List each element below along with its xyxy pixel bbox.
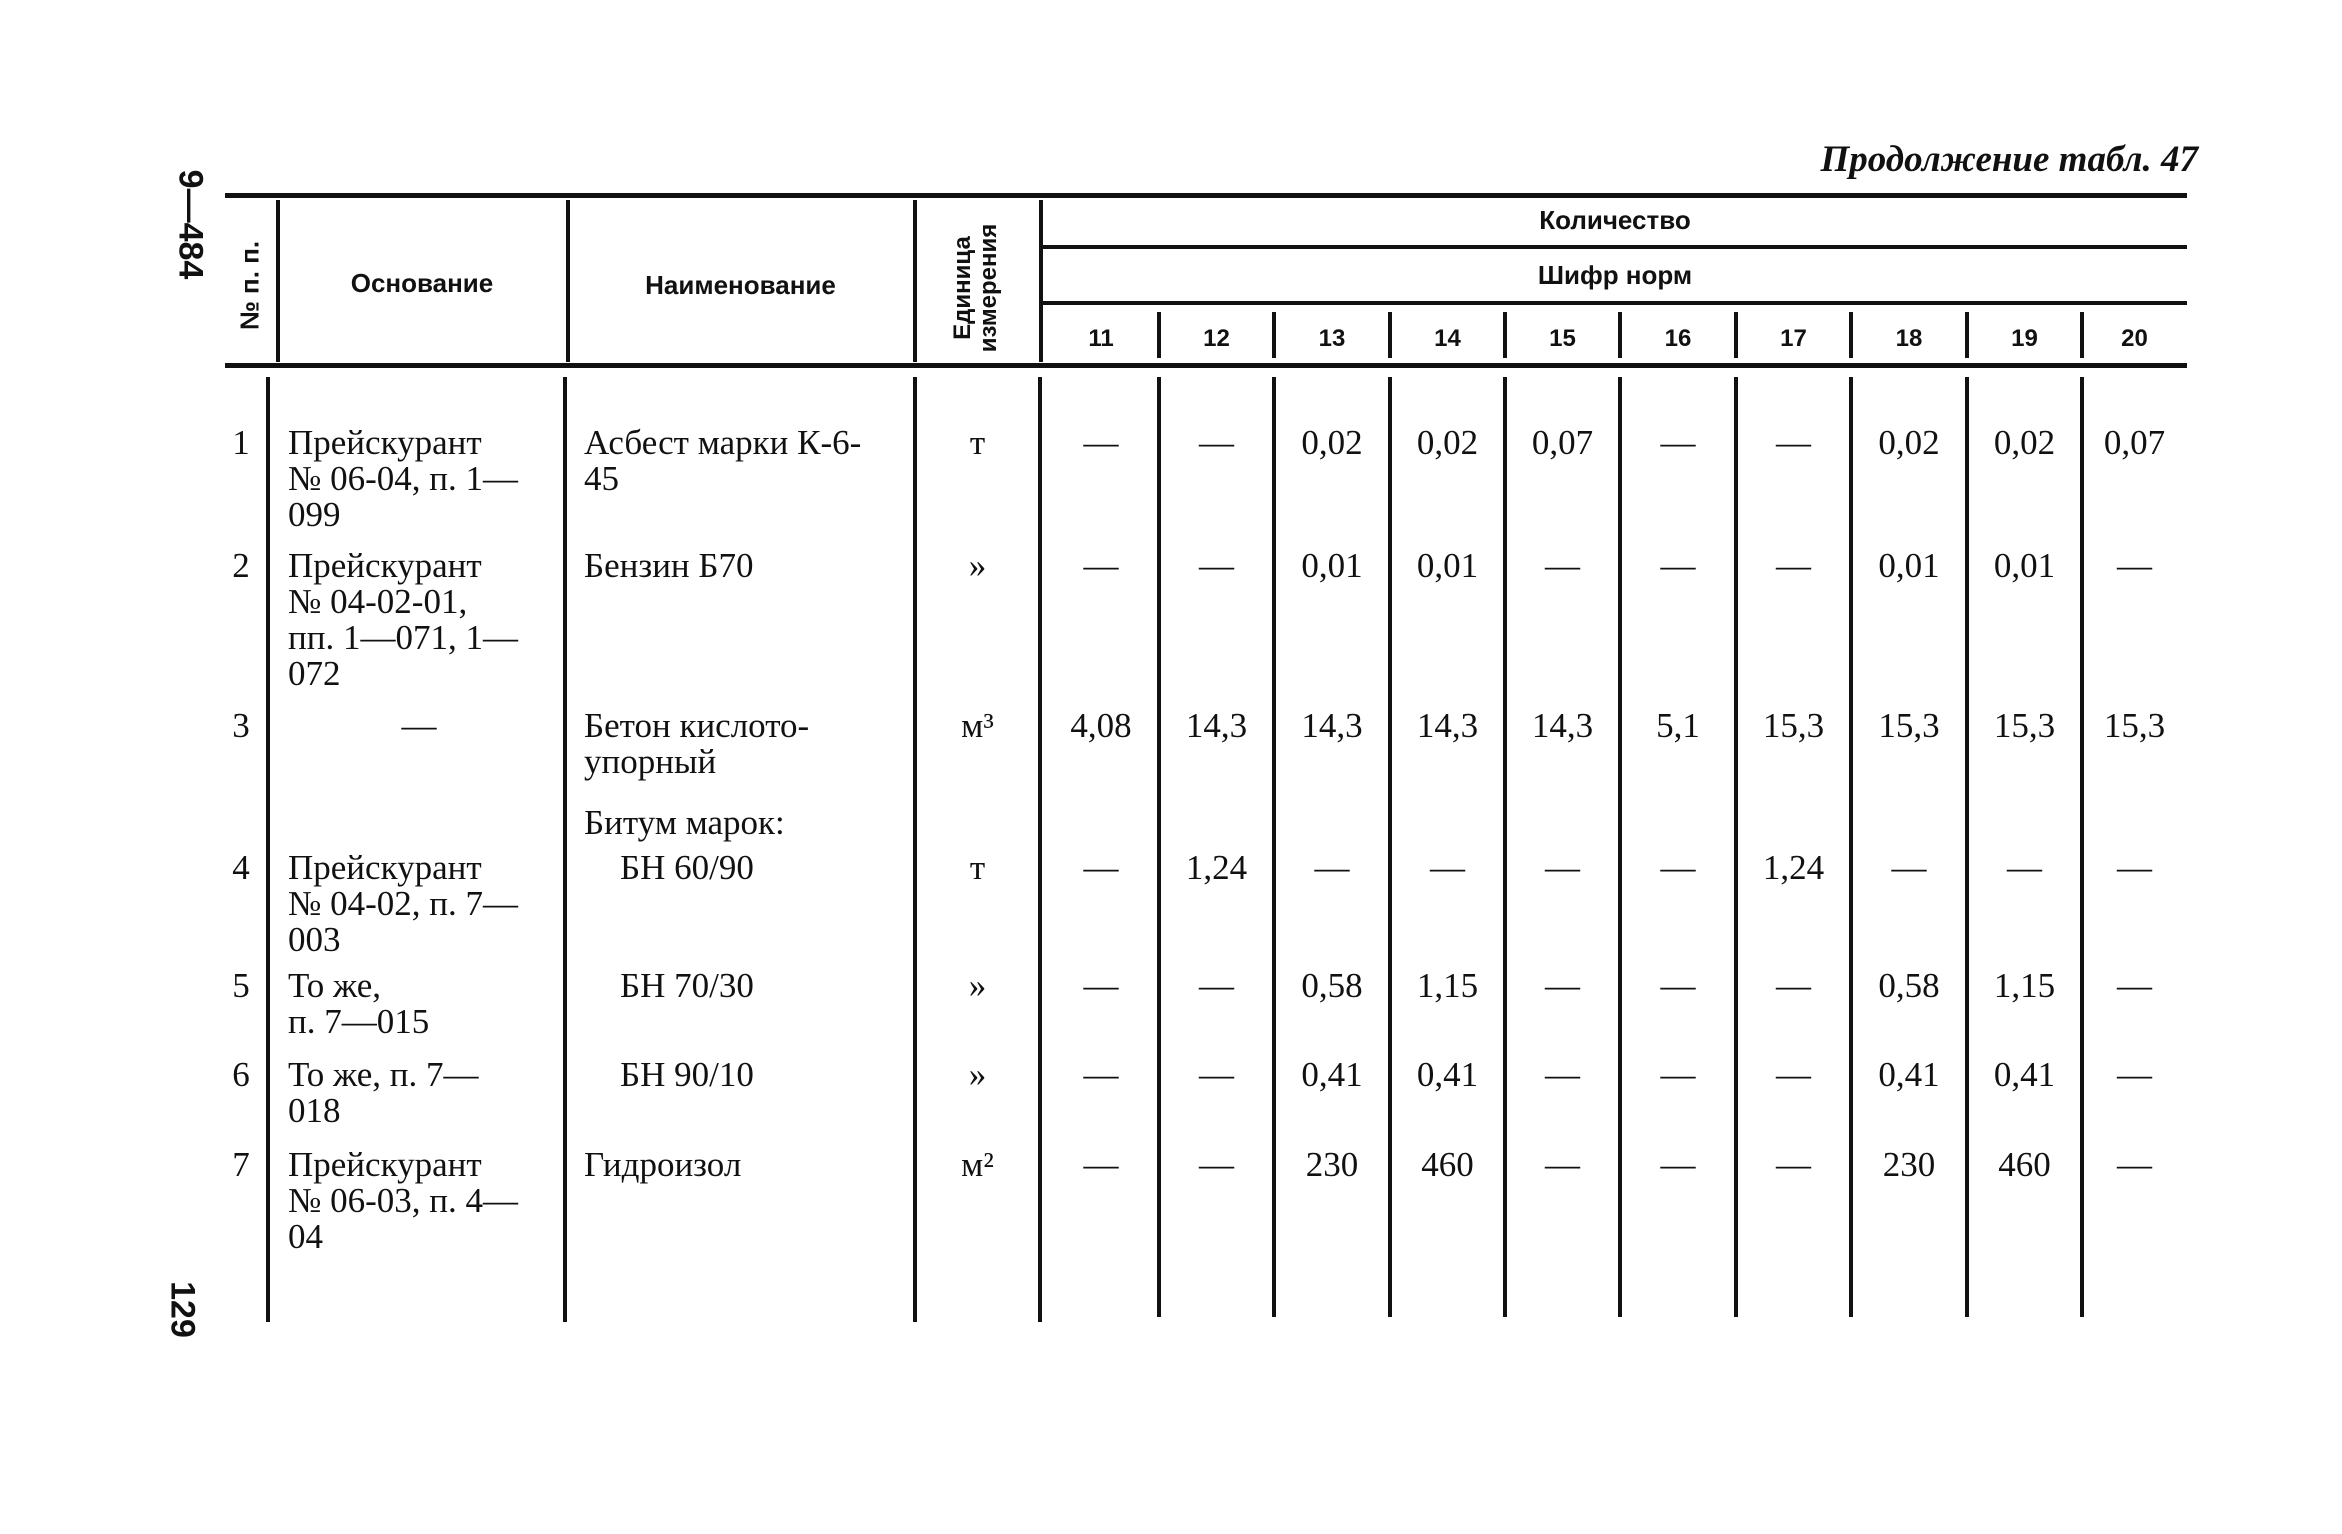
value-cell: — (1660, 546, 1696, 585)
value-cell: 1,24 (1762, 848, 1825, 887)
code-divider (2080, 312, 2084, 358)
value-cell: — (1083, 423, 1119, 462)
header-norm-code: Шифр норм (1537, 260, 1693, 290)
value-cell: 0,01 (1993, 546, 2056, 585)
value-cell: 4,08 (1070, 706, 1132, 745)
basis-line: 003 (288, 920, 341, 959)
value-cell: — (1660, 1055, 1696, 1094)
value-cell: 0,01 (1301, 546, 1363, 585)
value-cell: 15,3 (2103, 706, 2166, 745)
name-cell (620, 850, 938, 886)
basis-line: — (401, 706, 437, 745)
row-number: 5 (232, 966, 250, 1005)
value-cell: — (1545, 1055, 1580, 1094)
norm-code-cell: 19 (2011, 325, 2038, 352)
value-cell: 14,3 (1301, 706, 1363, 745)
group-label: Битум марок: (584, 803, 785, 842)
header-name: Наименование (645, 270, 836, 300)
name-line: Асбест марки К-6- (584, 423, 862, 462)
header-bottom-rule (225, 363, 2187, 368)
basis-line: № 06-03, п. 4— (288, 1181, 519, 1220)
value-cell: — (2117, 848, 2152, 887)
row-number: 1 (232, 423, 250, 462)
name-line: Бензин Б70 (584, 546, 754, 585)
value-cell: 14,3 (1185, 706, 1248, 745)
basis-cell (288, 1057, 550, 1129)
value-cell: 0,41 (1416, 1055, 1479, 1094)
row-number: 3 (232, 706, 250, 745)
row-number: 2 (232, 546, 250, 585)
value-cell: 0,02 (1878, 423, 1940, 462)
value-cell: — (1199, 1055, 1234, 1094)
basis-cell (288, 968, 550, 1040)
code-divider (1734, 312, 1738, 358)
basis-line: № 06-04, п. 1— (288, 459, 519, 498)
row-number: 6 (232, 1055, 250, 1094)
code-divider (1157, 312, 1161, 358)
value-cell: — (1083, 546, 1119, 585)
name-line: 45 (584, 459, 619, 498)
unit-cell: т (969, 848, 986, 887)
value-cell: — (1199, 966, 1234, 1005)
unit-cell: м² (961, 1145, 994, 1184)
basis-line: Прейскурант (288, 1145, 482, 1184)
name-line: Гидроизол (584, 1145, 742, 1184)
value-cell: 15,3 (1878, 706, 1940, 745)
value-cell: — (1083, 966, 1119, 1005)
value-cell: — (1660, 966, 1696, 1005)
basis-line: 018 (288, 1091, 341, 1130)
basis-line: Прейскурант (288, 423, 482, 462)
basis-cell (288, 1147, 550, 1255)
value-cell: — (1660, 1145, 1696, 1184)
value-cell: 0,01 (1878, 546, 1940, 585)
value-cell: 0,02 (1301, 423, 1363, 462)
value-cell: 230 (1882, 1145, 1936, 1184)
value-cell: — (1545, 546, 1580, 585)
norm-code-cell: 17 (1780, 325, 1807, 352)
value-cell: 0,58 (1301, 966, 1363, 1005)
basis-cell (288, 548, 550, 692)
value-cell: 0,41 (1878, 1055, 1940, 1094)
basis-line: 072 (288, 654, 341, 693)
value-cell: — (2117, 1145, 2152, 1184)
value-cell: 15,3 (1762, 706, 1825, 745)
name-line: упорный (584, 742, 717, 781)
value-cell: — (1545, 966, 1580, 1005)
name-line: Бетон кислото- (584, 706, 810, 745)
basis-cell (288, 850, 550, 958)
name-cell (584, 1147, 902, 1183)
value-cell: — (2007, 848, 2042, 887)
name-cell (584, 425, 902, 497)
basis-line: 099 (288, 495, 341, 534)
value-cell: — (1083, 1055, 1119, 1094)
codes-rule (1043, 301, 2187, 305)
norm-code-cell: 15 (1549, 325, 1576, 352)
basis-line: п. 7—015 (288, 1002, 430, 1041)
table-caption: Продолжение табл. 47 (1820, 139, 2198, 180)
unit-cell: м³ (961, 706, 994, 745)
basis-line: То же, (288, 966, 382, 1005)
row-number: 7 (232, 1145, 250, 1184)
norm-code-cell: 12 (1203, 325, 1230, 352)
value-cell: — (2117, 1055, 2152, 1094)
norm-code-cell: 20 (2121, 325, 2148, 352)
value-cell: 0,07 (1531, 423, 1594, 462)
value-cell: 0,41 (1301, 1055, 1363, 1094)
norm-code-cell: 16 (1664, 325, 1692, 352)
value-cell: — (1776, 546, 1811, 585)
name-cell (584, 548, 902, 584)
value-cell: 230 (1305, 1145, 1359, 1184)
value-cell: 0,58 (1878, 966, 1940, 1005)
basis-cell (288, 708, 550, 744)
value-cell: 1,24 (1185, 848, 1248, 887)
value-cell: — (1776, 1055, 1811, 1094)
value-cell: — (2117, 966, 2152, 1005)
basis-line: Прейскурант (288, 546, 482, 585)
body-divider (266, 377, 270, 1322)
body-divider (563, 377, 567, 1322)
unit-cell: т (969, 423, 986, 462)
value-cell: 0,01 (1416, 546, 1479, 585)
name-line: БН 90/10 (620, 1055, 754, 1094)
value-cell: 460 (1998, 1145, 2051, 1184)
value-cell: — (1660, 423, 1696, 462)
unit-cell: » (968, 546, 987, 585)
header-quantity: Количество (1539, 205, 1691, 235)
code-divider (1272, 312, 1276, 358)
unit-cell: » (968, 966, 987, 1005)
value-cell: 5,1 (1656, 706, 1700, 745)
code-divider (1965, 312, 1969, 358)
quantity-rule (1043, 245, 2187, 249)
table-top-rule (225, 193, 2187, 198)
value-cell: — (1083, 1145, 1119, 1184)
header-basis: Основание (350, 268, 494, 298)
side-code: 9—484 (171, 169, 210, 280)
header-num: № п. п. (234, 240, 265, 331)
value-cell: — (1660, 848, 1696, 887)
value-cell: — (1545, 848, 1580, 887)
value-cell: 460 (1421, 1145, 1474, 1184)
header-divider (913, 200, 917, 362)
body-divider (1038, 377, 1042, 1322)
value-cell: 0,41 (1993, 1055, 2056, 1094)
value-cell: — (1776, 966, 1811, 1005)
row-number: 4 (232, 848, 250, 887)
norm-code-cell: 13 (1318, 325, 1346, 352)
name-cell (620, 968, 938, 1004)
code-divider (1849, 312, 1853, 358)
basis-line: № 04-02-01, (288, 582, 468, 621)
code-divider (1388, 312, 1392, 358)
value-cell: 15,3 (1993, 706, 2056, 745)
value-cell: — (1776, 1145, 1811, 1184)
value-cell: — (1314, 848, 1350, 887)
name-cell (584, 708, 902, 780)
norm-code-cell: 14 (1434, 325, 1461, 352)
value-cell: 1,15 (1416, 966, 1479, 1005)
norm-code-cell: 11 (1088, 325, 1114, 352)
basis-line: 04 (288, 1217, 323, 1256)
header-unit: Единица измерения (949, 223, 1002, 353)
value-cell: — (2117, 546, 2152, 585)
value-cell: — (1199, 423, 1234, 462)
basis-line: То же, п. 7— (288, 1055, 479, 1094)
value-cell: 0,07 (2103, 423, 2166, 462)
value-cell: 1,15 (1993, 966, 2056, 1005)
name-line: БН 60/90 (620, 848, 754, 887)
value-cell: — (1199, 546, 1234, 585)
name-cell (620, 1057, 938, 1093)
value-cell: — (1891, 848, 1927, 887)
value-cell: — (1199, 1145, 1234, 1184)
value-cell: — (1776, 423, 1811, 462)
basis-line: пп. 1—071, 1— (288, 618, 518, 657)
basis-line: № 04-02, п. 7— (288, 884, 519, 923)
code-divider (1503, 312, 1507, 358)
norm-code-cell: 18 (1895, 325, 1923, 352)
basis-line: Прейскурант (288, 848, 482, 887)
value-cell: 14,3 (1416, 706, 1479, 745)
page-number: 129 (163, 1281, 202, 1338)
value-cell: — (1545, 1145, 1580, 1184)
value-cell: 0,02 (1416, 423, 1479, 462)
name-line: БН 70/30 (620, 966, 754, 1005)
unit-cell: » (968, 1055, 987, 1094)
value-cell: 0,02 (1993, 423, 2056, 462)
value-cell: — (1083, 848, 1119, 887)
value-cell: 14,3 (1531, 706, 1594, 745)
code-divider (1618, 312, 1622, 358)
basis-cell (288, 425, 550, 533)
value-cell: — (1430, 848, 1465, 887)
